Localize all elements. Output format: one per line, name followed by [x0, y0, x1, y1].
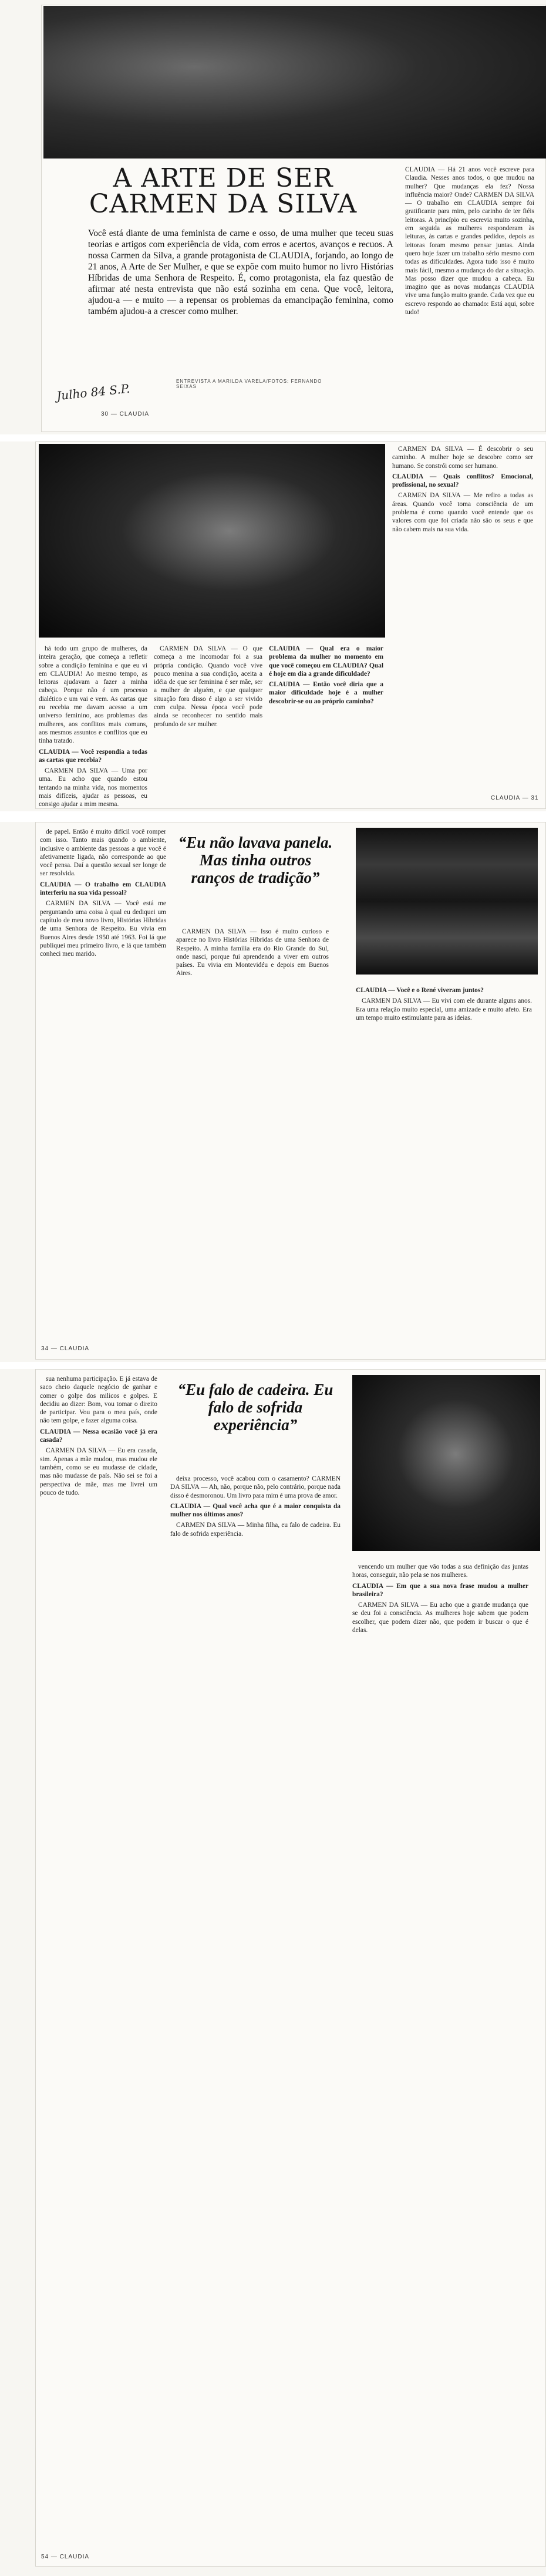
- interview-column: vencendo um mulher que vão todas a sua definição das juntas horas, conseguir, não pela se nos mulheres. CLAUDIA — Em que a sua nova frase mudou a mulher brasileira? CARMEN DA SILVA — Eu acho que a grande mudança que se deu foi a consciência. As mulheres hoje sabem que podem escolher, que podem dizer não, que podem ir buscar o que é delas.: [352, 1563, 528, 1634]
- page-two: [0, 441, 546, 811]
- interview-column: deixa processo, você acabou com o casamento? CARMEN DA SILVA — Ah, não, porque não, pelo contrário, porque nada disso é desmoronou. Um livro para mim é uma prova de amor. CLAUDIA — Qual você acha que é a maior conquista da mulher nos últimos anos? CARMEN DA SILVA — Minha filha, eu falo de cadeira. Eu falo de sofrida experiência.: [170, 1475, 341, 1537]
- article-intro: Você está diante de uma feminista de carne e osso, de uma mulher que teceu suas teorias e artigos com experiência de vida, com erros e acertos, avanços e recuos. A nossa Carmen da Silva, a grande protagonista de CLAUDIA, forjando, ao longo de 21 anos, A Arte de Ser Mulher, e que se expõe com muito humor no livro Histórias Híbridas de uma Senhora de Respeito. É, como protagonista, ela faz questão de afirmar até nesta entrevista que não está sozinha em cena. Que você, leitora, ajudou-a — e muito — a repensar os problemas da emancipação feminina, como também ajudou-a a crescer como mulher.: [88, 228, 393, 316]
- interview-column: há todo um grupo de mulheres, da inteira geração, que começa a refletir sobre a condição feminina e que eu vi em CLAUDIA! Ao mesmo tempo, as leitoras ajudavam a fazer a minha cabeça. Porque não é um processo dialético e um vai e vem. As cartas que eu recebia me davam acesso a um universo feminino, aos problemas das mulheres, aos conflitos mais comuns, aos mesmos assuntos e conflitos que eu tinha tratado. CLAUDIA — Você respondia a todas as cartas que recebia? CARMEN DA SILVA — Uma por uma. Eu acho que quando estou tentando na minha vida, nos momentos mais difíceis, ajudar as pessoas, eu consigo ajudar a mim mesma.: [39, 645, 147, 808]
- pull-quote: “Eu não lavava panela. Mas tinha outros ranços de tradição”: [178, 834, 333, 886]
- page-three: [0, 822, 546, 1362]
- carmen-photo: [352, 1375, 540, 1551]
- page-number: 30 — CLAUDIA: [101, 411, 150, 417]
- page-number: 34 — CLAUDIA: [41, 1346, 90, 1352]
- interview-column: CLAUDIA — Você e o René viveram juntos? CARMEN DA SILVA — Eu vivi com ele durante alguns anos. Era uma relação muito especial, uma amizade e muito afeto. Era um tempo muito estimulante para as ideias.: [356, 987, 532, 1021]
- interview-column: CLAUDIA — Qual era o maior problema da mulher no momento em que você começou em CLAUDIA? Qual é hoje em dia a grande dificuldade? CLAUDIA — Então você diria que a maior dificuldade hoje é a mulher descobrir-se ou ao próprio caminho?: [269, 645, 383, 705]
- pull-quote: “Eu falo de cadeira. Eu falo de sofrida experiência”: [177, 1381, 333, 1434]
- page-number: CLAUDIA — 31: [491, 795, 539, 801]
- interview-column: CARMEN DA SILVA — Isso é muito curioso e aparece no livro Histórias Híbridas de uma Senhora de Respeito. A minha família era do Rio Grande do Sul, onde nasci, porque fui aprendendo a viver em outros países. Eu vivia em Montevidéu e depois em Buenos Aires.: [176, 928, 329, 977]
- interview-column: CARMEN DA SILVA — O que começa a me incomodar foi a sua própria condição. Quando você vive pouco menina a sua condição, aceita a idéia de que ser feminina é ser mãe, ser a mulher de alguém, e que qualquer situação fora disso é algo a ser vivido com culpa. Nessa época você pode ainda se reconhecer no sentido mais profundo de ser mulher.: [154, 645, 262, 728]
- interview-column: de papel. Então é muito difícil você romper com isso. Tanto mais quando o ambiente, inclusive o ambiente das pessoas a que você é afetivamente ligada, não corresponde ao que você pensa. Daí a questão sexual ser longe de ser resolvida. CLAUDIA — O trabalho em CLAUDIA interferiu na sua vida pessoal? CARMEN DA SILVA — Você está me perguntando uma coisa à qual eu dediquei um capítulo de meu novo livro, Histórias Híbridas de uma Senhora de Respeito. Eu vivia em Buenos Aires desde 1950 até 1963. Foi lá que publiquei meu primeiro livro, e lá que também conheci meu marido.: [40, 828, 166, 958]
- interview-column: CARMEN DA SILVA — É descobrir o seu caminho. A mulher hoje se descobre como ser humano. Se constrói como ser humano. CLAUDIA — Quais conflitos? Emocional, profissional, no sexual? CARMEN DA SILVA — Me refiro a todas as áreas. Quando você toma consciência de um problema é como quando você entende que os valores com que foi criada não são os seus e que não cabem mais na sua vida.: [392, 446, 533, 533]
- interview-column: CLAUDIA — Há 21 anos você escreve para Claudia. Nesses anos todos, o que mudou na mulher? Que mudanças ela fez? Nossa influência maior? Onde? CARMEN DA SILVA — O trabalho em CLAUDIA sempre foi gratificante para mim, pelo carinho de ter fiéis leitoras. A princípio eu escrevia muito sozinha, em seguida as mulheres responderam às leituras, às cartas e grandes pedidos, depois as leitoras foram mesmo pensar juntas. Ainda quero hoje fazer um trabalho sério mesmo com todas as dificuldades. Agora tudo isso é muito mais fácil, mesmo a mudança do dar a situação. Mas posso dizer que mudou a cabeça. Eu imagino que as novas mudanças CLAUDIA vive uma função muito grande. Cada vez que eu escrevo respondo ao chamado: Está aqui, sobre tudo!: [405, 166, 534, 316]
- page-one: [0, 0, 546, 434]
- interview-column: sua nenhuma participação. E já estava de saco cheio daquele negócio de ganhar e comer o golpe dos milicos e golpes. E decidiu ao dizer: Bom, vou tomar o direito de participar. Vou para o meu país, onde não tem golpe, e fazer alguma coisa. CLAUDIA — Nessa ocasião você já era casada? CARMEN DA SILVA — Eu era casada, sim. Apenas a mãe mudou, mas mudou ele também, como se eu mudasse de cidade, mas não mudasse de país. Não sei se foi a perspectiva de mãe, mas me livrei um pouco de tudo.: [40, 1375, 157, 1496]
- cover-photo: [43, 6, 546, 159]
- photo-strip: [356, 828, 538, 975]
- page-number: 54 — CLAUDIA: [41, 2554, 90, 2560]
- photo-credit: ENTREVISTA A MARILDA VARELA/FOTOS: FERNANDO SEIXAS: [176, 379, 322, 389]
- page-four: [0, 1369, 546, 2576]
- carmen-portrait-photo: [39, 444, 385, 638]
- handwritten-note: Julho 84 S.P.: [56, 381, 131, 403]
- article-title: A ARTE DE SER CARMEN DA SILVA: [89, 163, 358, 219]
